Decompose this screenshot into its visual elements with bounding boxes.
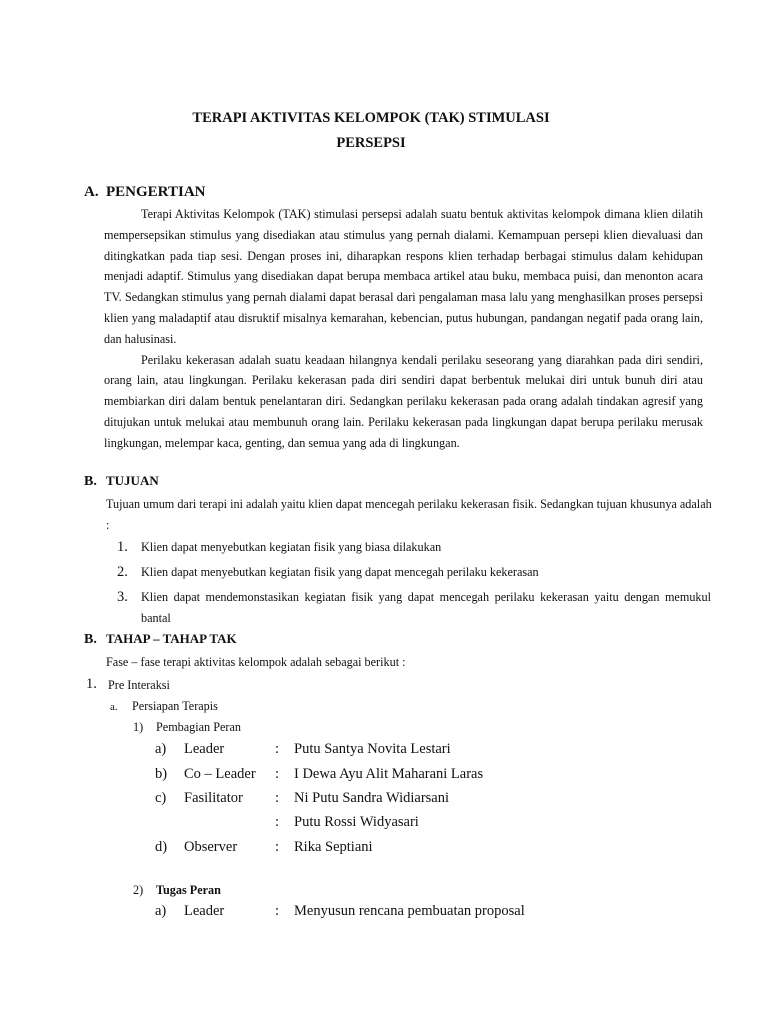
person-name: Putu Santya Novita Lestari: [294, 741, 451, 757]
section-letter: B.: [84, 474, 97, 489]
role-name: Leader: [184, 741, 225, 757]
role-colon: :: [275, 790, 280, 806]
phase-number: 1.: [86, 676, 97, 692]
role-colon: :: [275, 741, 280, 757]
section-heading-tujuan: [84, 473, 159, 490]
role-name: Co – Leader: [184, 766, 256, 782]
role-letter: a): [155, 903, 167, 919]
list-text: Klien dapat menyebutkan kegiatan fisik yang biasa dilakukan: [141, 540, 442, 554]
role-colon: :: [275, 814, 280, 830]
role-letter: c): [155, 790, 167, 806]
list-text: Klien dapat mendemonstasikan kegiatan fisik yang dapat mencegah perilaku kekerasan yaitu dengan memukul bantal: [141, 590, 711, 625]
role-colon: :: [275, 903, 280, 919]
section-title: TAHAP – TAHAP TAK: [106, 631, 237, 646]
list-item: [117, 537, 711, 558]
person-name: I Dewa Ayu Alit Maharani Laras: [294, 766, 484, 782]
list-item: [117, 587, 711, 629]
section-heading-tahap: [84, 631, 237, 648]
section-heading-pengertian: [84, 184, 206, 201]
list-number: 2.: [117, 564, 128, 580]
person-name: Putu Rossi Widyasari: [294, 814, 419, 830]
section-title: TUJUAN: [106, 473, 159, 488]
list-item: [117, 562, 711, 583]
role-name: Fasilitator: [184, 790, 243, 806]
roles-label: Pembagian Peran: [156, 720, 241, 734]
tasks-number: 2): [133, 883, 144, 897]
role-colon: :: [275, 766, 280, 782]
role-letter: a): [155, 741, 167, 757]
document-title-line1: TERAPI AKTIVITAS KELOMPOK (TAK) STIMULASI: [192, 110, 550, 126]
person-name: Ni Putu Sandra Widiarsani: [294, 790, 450, 806]
list-number: 1.: [117, 539, 128, 555]
tujuan-intro: [106, 494, 712, 536]
tasks-label: Tugas Peran: [156, 883, 221, 897]
role-name: Observer: [184, 839, 238, 855]
list-text: Klien dapat menyebutkan kegiatan fisik yang dapat mencegah perilaku kekerasan: [141, 565, 539, 579]
section-letter: B.: [84, 632, 97, 647]
role-letter: b): [155, 766, 168, 782]
role-name: Leader: [184, 903, 225, 919]
list-number: 3.: [117, 589, 128, 605]
task-description: Menyusun rencana pembuatan proposal: [294, 903, 525, 919]
paragraph: Terapi Aktivitas Kelompok (TAK) stimulasi persepsi adalah suatu bentuk aktivitas kelompok dimana klien dilatih mempersepsikan stimulus yang disediakan atau stimulus yang pernah dialami. Kemampuan persepi klien dievaluasi dan ditingkatkan pada tiap sesi. Dengan proses ini, diharapkan respons klien terhadap berbagai stimulus dalam kehidupan menjadi adaptif. Stimulus yang disediakan dapat berupa membaca artikel atau buku, membaca puisi, dan menonton acara TV. Sedangkan stimulus yang pernah dialami dapat berasal dari pengalaman masa lalu yang menghasilkan proses persepsi klien yang maladaptif atau disruktif misalnya kemarahan, kebencian, putus hubungan, pandangan negatif pada orang lain, dan halusinasi.: [104, 207, 703, 346]
role-letter: d): [155, 839, 168, 855]
roles-number: 1): [133, 720, 144, 734]
sub-label: Persiapan Terapis: [132, 699, 218, 713]
tujuan-list: [117, 537, 711, 629]
pengertian-body: [104, 204, 703, 454]
paragraph: Tujuan umum dari terapi ini adalah yaitu klien dapat mencegah perilaku kekerasan fisik. Sedangkan tujuan khusunya adalah :: [106, 497, 712, 532]
section-letter: A.: [84, 184, 99, 200]
sub-letter: a.: [110, 701, 118, 713]
person-name: Rika Septiani: [294, 839, 373, 855]
paragraph: Perilaku kekerasan adalah suatu keadaan hilangnya kendali perilaku seseorang yang diarahkan pada diri sendiri, orang lain, atau lingkungan. Perilaku kekerasan pada diri sendiri dapat berbentuk melukai diri untuk bunuh diri atau membiarkan diri dalam bentuk penelantaran diri. Sedangkan perilaku kekerasan pada orang adalah tindakan agresif yang ditujukan untuk melukai atau membunuh orang lain. Perilaku kekerasan pada lingkungan dapat berupa perilaku merusak lingkungan, melempar kaca, genting, dan semua yang ada di lingkungan.: [104, 352, 703, 450]
phase-label: Pre Interaksi: [108, 678, 170, 692]
section-title: PENGERTIAN: [106, 184, 206, 200]
tahap-intro: Fase – fase terapi aktivitas kelompok adalah sebagai berikut :: [106, 655, 406, 669]
role-colon: :: [275, 839, 280, 855]
document-title-line2: PERSEPSI: [336, 135, 406, 151]
